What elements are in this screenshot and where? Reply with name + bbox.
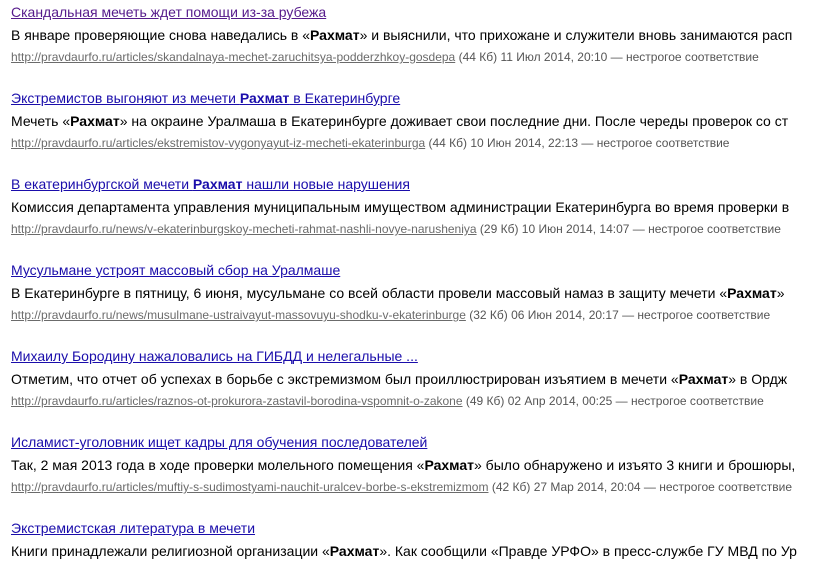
result-meta: [11, 222, 837, 237]
result-info: (32 Кб) 06 Июн 2014, 20:17 — нестрогое соответствие: [465, 308, 771, 322]
snippet-text: Комиссия департамента управления муниципальным имуществом администрации Екатеринбурга во время проверки в: [11, 199, 790, 215]
result-meta: [11, 308, 837, 323]
result-info: (44 Кб) 11 Июл 2014, 20:10 — нестрогое соответствие: [455, 50, 759, 64]
snippet-text: Книги принадлежали религиозной организации «: [11, 543, 330, 559]
snippet-text: »: [776, 285, 785, 301]
snippet-text: Мечеть «: [11, 113, 71, 129]
result-url-link[interactable]: http://pravdaurfo.ru/news/v-ekaterinburgskoy-mecheti-rahmat-nashli-novye-narusheniya: [11, 222, 477, 236]
result-url-link[interactable]: http://pravdaurfo.ru/articles/raznos-ot-prokurora-zastavil-borodina-vspomnit-o-zakone: [11, 394, 463, 408]
result-title-link[interactable]: [11, 90, 400, 107]
result-snippet: [11, 113, 837, 130]
result-meta: [11, 394, 837, 409]
highlighted-term: Рахмат: [70, 113, 120, 129]
result-snippet: [11, 457, 837, 474]
result-info: (49 Кб) 02 Апр 2014, 00:25 — нестрогое соответствие: [462, 394, 764, 408]
result-snippet: [11, 371, 837, 388]
result-meta: [11, 480, 837, 495]
result-title-link[interactable]: [11, 262, 340, 279]
result-url-link[interactable]: http://pravdaurfo.ru/articles/muftiy-s-sudimostyami-nauchit-uralcev-borbe-s-ekstremizmom: [11, 480, 489, 494]
highlighted-term: Рахмат: [329, 543, 380, 559]
search-result: [11, 520, 837, 560]
snippet-text: В январе проверяющие снова наведались в «: [11, 27, 311, 43]
result-url-link[interactable]: http://pravdaurfo.ru/news/musulmane-ustraivayut-massovuyu-shodku-v-ekaterinburge: [11, 308, 466, 322]
highlighted-term: Рахмат: [424, 457, 474, 473]
snippet-text: » и выяснили, что прихожане и служители вновь занимаются расп: [359, 27, 793, 43]
snippet-text: В Екатеринбурге в пятницу, 6 июня, мусульмане со всей области провели массовый намаз в защиту мечети «: [11, 285, 728, 301]
result-snippet: [11, 199, 837, 216]
result-title-link[interactable]: [11, 520, 255, 537]
result-snippet: [11, 285, 837, 302]
result-info: (29 Кб) 10 Июн 2014, 14:07 — нестрогое соответствие: [476, 222, 781, 236]
snippet-text: » было обнаружено и изъято 3 книги и брошюры,: [474, 457, 796, 473]
search-result: [11, 434, 837, 495]
search-result: [11, 176, 837, 237]
title-text: Экстремистов выгоняют из мечети: [11, 90, 240, 106]
snippet-text: » на окраине Уралмаша в Екатеринбурге доживает свои последние дни. После череды проверок со ст: [119, 113, 789, 129]
snippet-text: » в Ордж: [728, 371, 788, 387]
search-result: [11, 348, 837, 409]
highlighted-term: Рахмат: [678, 371, 729, 387]
highlighted-term: Рахмат: [192, 176, 243, 192]
highlighted-term: Рахмат: [239, 90, 290, 106]
result-title-link[interactable]: [11, 434, 427, 451]
snippet-text: Отметим, что отчет об успехах в борьбе с экстремизмом был проиллюстрирован изъятием в мечети «: [11, 371, 679, 387]
result-title-link[interactable]: [11, 176, 410, 193]
highlighted-term: Рахмат: [727, 285, 777, 301]
result-url-link[interactable]: http://pravdaurfo.ru/articles/ekstremistov-vygonyayut-iz-mecheti-ekaterinburga: [11, 136, 426, 150]
result-title-link[interactable]: [11, 348, 418, 365]
snippet-text: ». Как сообщили «Правде УРФО» в пресс-службе ГУ МВД по Ур: [379, 543, 797, 559]
result-snippet: [11, 27, 837, 44]
result-title-link[interactable]: [11, 4, 326, 21]
title-text: в Екатеринбурге: [289, 90, 401, 106]
title-text: нашли новые нарушения: [242, 176, 410, 192]
title-text: Скандальная мечеть ждет помощи из-за рубежа: [11, 4, 327, 20]
title-text: Исламист-уголовник ищет кадры для обучения последователей: [11, 434, 428, 450]
result-info: (42 Кб) 27 Мар 2014, 20:04 — нестрогое соответствие: [488, 480, 793, 494]
title-text: Мусульмане устроят массовый сбор на Уралмаше: [11, 262, 341, 278]
title-text: В екатеринбургской мечети: [11, 176, 193, 192]
search-result: [11, 4, 837, 65]
result-snippet: [11, 543, 837, 560]
search-result: [11, 262, 837, 323]
result-info: (44 Кб) 10 Июн 2014, 22:13 — нестрогое соответствие: [425, 136, 730, 150]
result-url-link[interactable]: http://pravdaurfo.ru/articles/skandalnaya-mechet-zaruchitsya-podderzhkoy-gosdepa: [11, 50, 456, 64]
result-meta: [11, 136, 837, 151]
snippet-text: Так, 2 мая 2013 года в ходе проверки молельного помещения «: [11, 457, 425, 473]
search-result: [11, 90, 837, 151]
title-text: Экстремистская литература в мечети: [11, 520, 256, 536]
highlighted-term: Рахмат: [310, 27, 360, 43]
result-meta: [11, 50, 837, 65]
title-text: Михаилу Бородину нажаловались на ГИБДД и нелегальные ...: [11, 348, 418, 364]
